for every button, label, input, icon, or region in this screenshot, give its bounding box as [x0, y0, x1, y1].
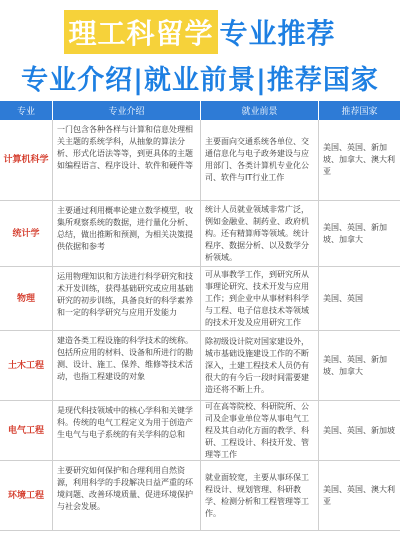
major-career: 主要面向交通系统各单位、交通信息化与电子政务建设与应用部门、各类计算机专业化公司、软件与IT行业工作 [201, 120, 319, 200]
table-row [0, 401, 400, 461]
table-row [0, 120, 400, 201]
majors-table [0, 101, 400, 531]
title-highlight: 理工科留学 [64, 10, 217, 54]
column-header-countries: 推荐国家 [341, 107, 378, 117]
major-career: 就业面较宽，主要从事环保工程设计、规划管理、科研教学、检测分析和工程管理等工作。 [201, 461, 319, 530]
major-career: 可在高等院校、科研院所、公司及企事业单位等从事电气工程及其自动化方面的教学、科研、工程设计、科技开发、管理等工作 [201, 401, 319, 460]
major-countries: 美国、英国、新加坡 [323, 425, 395, 435]
major-countries: 美国、英国、新加坡、加拿大 [323, 222, 387, 244]
major-countries: 美国、英国、新加坡、加拿大 [323, 354, 387, 376]
table-row [0, 331, 400, 401]
major-name: 计算机科学 [0, 120, 53, 200]
major-career: 可从事教学工作，到研究所从事理论研究、技术开发与应用工作；到企业中从事材料科学与工程、电子信息技术等领域的技术开发及应用研究工作 [201, 267, 319, 330]
column-header-major: 专业 [0, 101, 53, 120]
column-header-intro: 专业介绍 [53, 101, 201, 120]
major-intro: 主要研究如何保护和合理利用自然资源，利用科学的手段解决日益严重的环境问题、改善环境质量、促进环境保护与社会发展。 [53, 461, 201, 530]
table-row [0, 267, 400, 331]
major-career: 除初级设计院对国家建设外，城市基础设施建设工作的不断深入，土建工程技术人员仍有很大的有今后一段时间需要建造还将不断上升。 [201, 331, 319, 400]
major-name: 环境工程 [0, 461, 53, 530]
table-row [0, 201, 400, 267]
title-rest: 专业推荐 [219, 17, 336, 50]
major-intro: 一门包含各种各样与计算和信息处理相关主题的系统学科，从抽象的算法分析、形式化语法等等，到更具体的主题如编程语言、程序设计、软件和硬件等 [53, 120, 201, 200]
major-countries: 美国、英国、新加坡、加拿大、澳大利亚 [323, 143, 395, 176]
major-name: 电气工程 [0, 401, 53, 460]
table-row [0, 461, 400, 531]
major-name: 土木工程 [0, 331, 53, 400]
table-header [0, 101, 400, 120]
major-countries: 美国、英国、澳大利亚 [323, 484, 395, 506]
major-intro: 建造各类工程设施的科学技术的统称。包括所应用的材料、设备和所进行的勘测、设计、施工、保养、维修等技术活动，也指工程建设的对象 [53, 331, 201, 400]
page-subtitle: 专业介绍|就业前景|推荐国家 [21, 65, 379, 96]
major-intro: 运用物理知识和方法进行科学研究和技术开发训练，获得基础研究或应用基础研究的初步训练，具备良好的科学素养和一定的科学研究与应用开发能力 [53, 267, 201, 330]
major-name: 统计学 [0, 201, 53, 266]
major-intro: 是现代科技领域中的核心学科和关键学科。传统的电气工程定义为用于创造产生电气与电子系统的有关学科的总和 [53, 401, 201, 460]
page-header [0, 0, 400, 100]
page-title [0, 10, 400, 54]
major-career: 统计人员就业领域非常广泛，例如金融业、制药业、政府机构。还有精算师等领域。统计程序、数据分析、以及数学分析领域。 [201, 201, 319, 266]
major-name: 物理 [0, 267, 53, 330]
major-countries: 美国、英国 [323, 293, 363, 303]
major-intro: 主要通过利用概率论建立数学模型，收集所观察系统的数据，进行量化分析、总结，做出推断和预测，为相关决策提供依据和参考 [53, 201, 201, 266]
column-header-career: 就业前景 [201, 101, 319, 120]
